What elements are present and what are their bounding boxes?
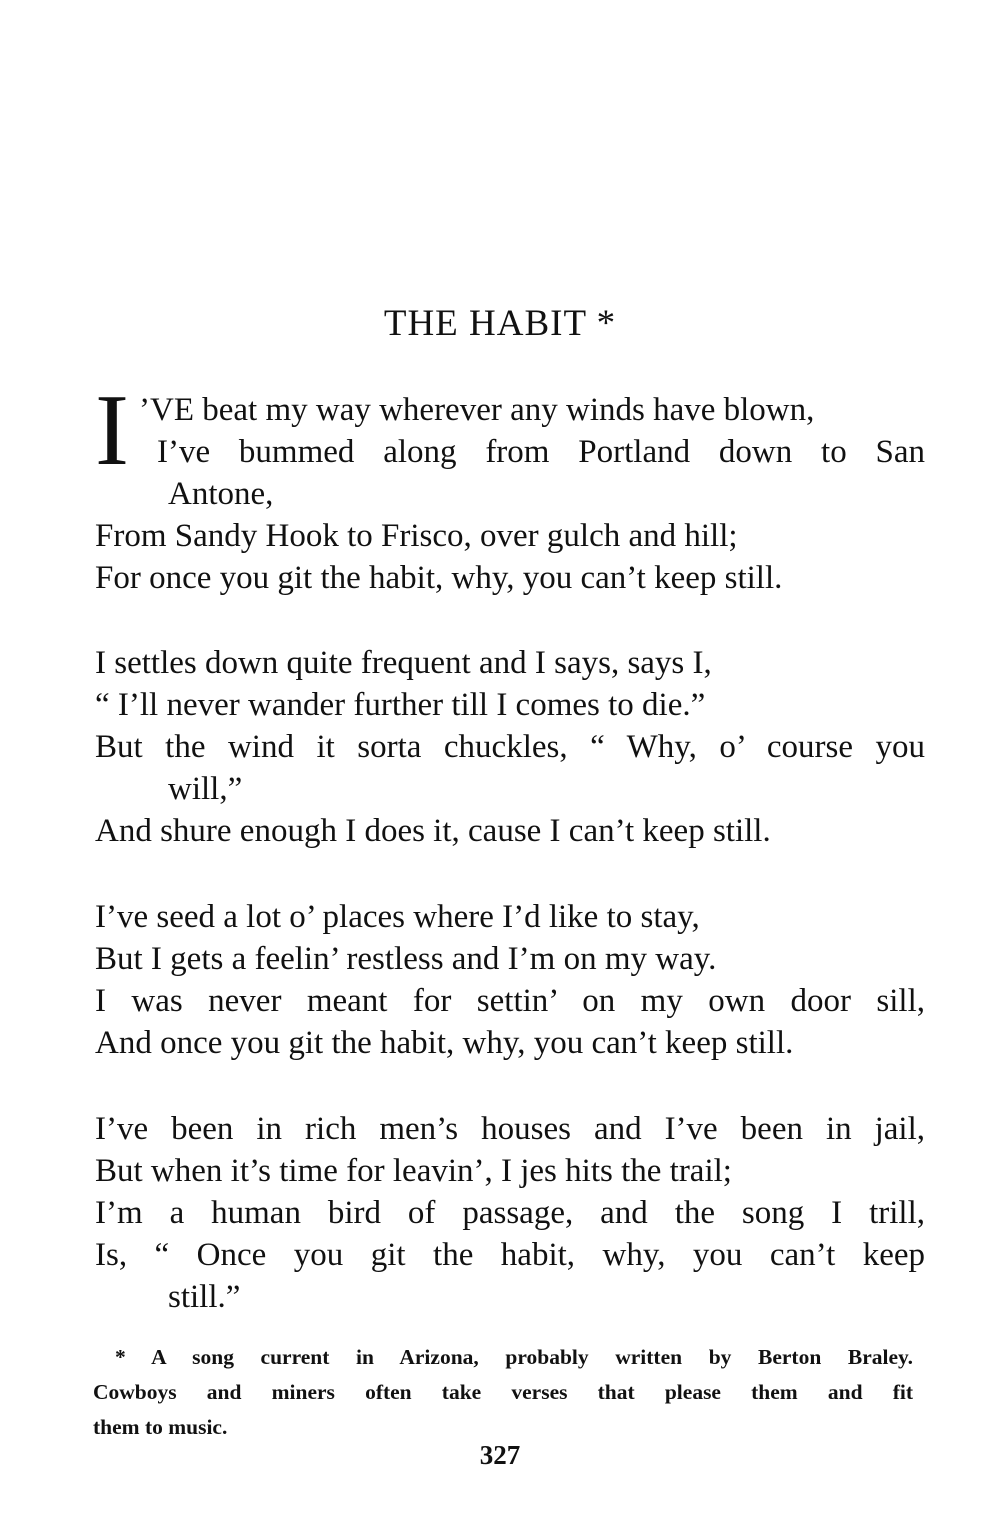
verse-line: But when it’s time for leavin’, I jes hits the trail;	[95, 1153, 732, 1189]
poem-title: THE HABIT *	[383, 303, 617, 344]
verse-line: And once you git the habit, why, you can’t keep still.	[95, 1025, 794, 1061]
verse-line: From Sandy Hook to Frisco, over gulch and hill;	[95, 518, 738, 554]
drop-cap-letter: I	[95, 374, 129, 487]
verse-line: I’ve bummed along from Portland down to San	[157, 434, 925, 470]
verse-line: Is, “ Once you git the habit, why, you can’t keep	[95, 1237, 925, 1273]
verse-line: I was never meant for settin’ on my own door sill,	[95, 983, 925, 1019]
footnote-line: them to music.	[93, 1415, 228, 1439]
stanza-4	[95, 1108, 925, 1318]
verse-line: But I gets a feelin’ restless and I’m on my way.	[95, 941, 717, 977]
verse-line-continuation: will,”	[168, 771, 243, 807]
verse-line-continuation: Antone,	[168, 476, 274, 512]
footnote	[93, 1340, 913, 1445]
footnote-line: * A song current in Arizona, probably written by Berton Braley.	[115, 1345, 913, 1369]
verse-line: I’ve been in rich men’s houses and I’ve been in jail,	[95, 1111, 925, 1147]
verse-line: I’m a human bird of passage, and the song I trill,	[95, 1195, 925, 1231]
page-number: 327	[479, 1440, 521, 1470]
verse-line: For once you git the habit, why, you can’t keep still.	[95, 560, 783, 596]
verse-line: “ I’ll never wander further till I comes to die.”	[95, 687, 706, 723]
verse-line: I’ve seed a lot o’ places where I’d like to stay,	[95, 899, 700, 935]
verse-line: But the wind it sorta chuckles, “ Why, o’ course you	[95, 729, 925, 765]
stanza-2	[95, 642, 925, 852]
verse-line: I settles down quite frequent and I says, says I,	[95, 645, 712, 681]
stanza-3	[95, 896, 925, 1064]
verse-line-continuation: still.”	[168, 1279, 241, 1315]
footnote-line: Cowboys and miners often take verses that please them and fit	[93, 1380, 913, 1404]
stanza-1	[95, 389, 925, 599]
verse-line: And shure enough I does it, cause I can’t keep still.	[95, 813, 771, 849]
verse-line: ’VE beat my way wherever any winds have blown,	[139, 392, 815, 428]
